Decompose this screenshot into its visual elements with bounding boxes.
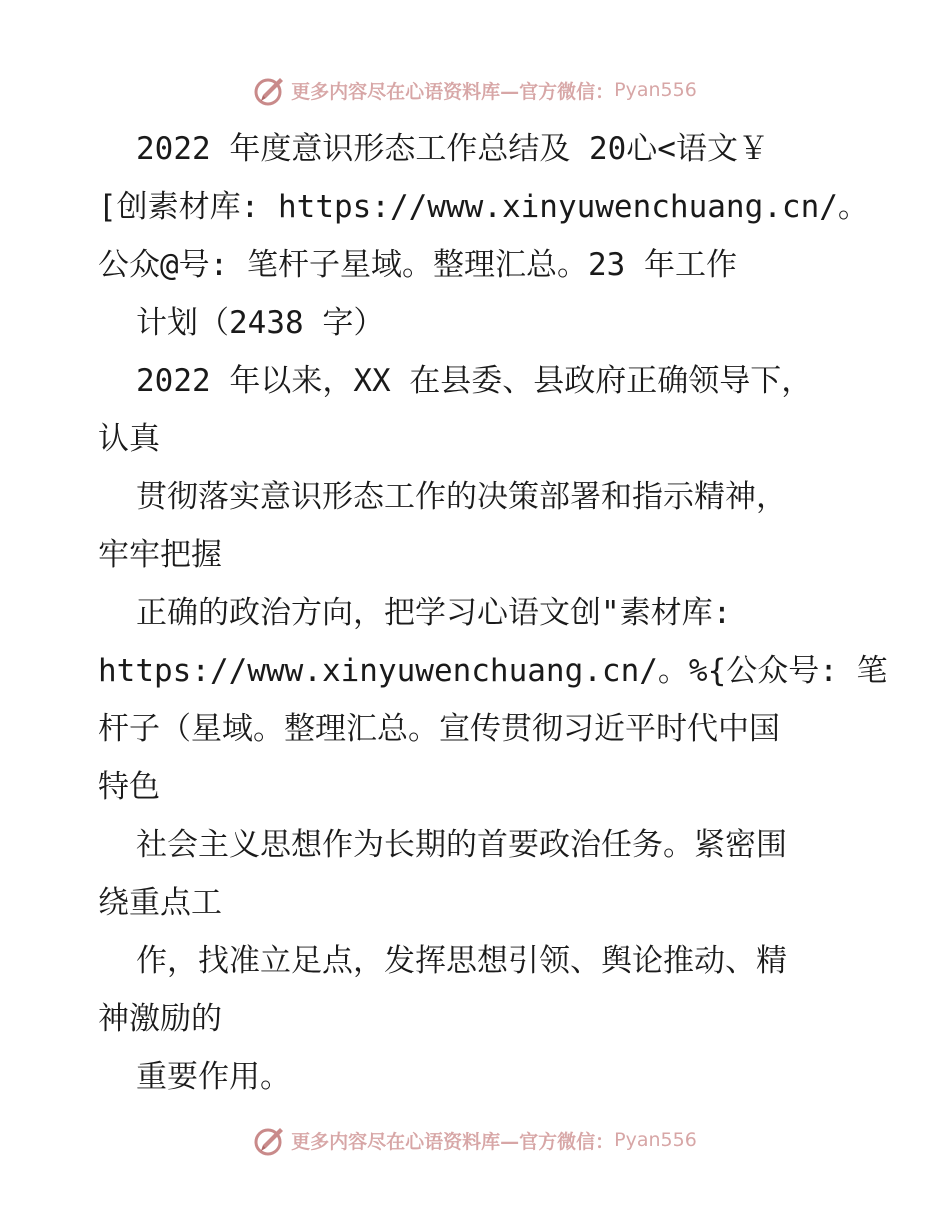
paragraph-line: 2022 年以来，XX 在县委、县政府正确领导下， xyxy=(136,363,813,399)
banner-wechat-id: Pyan556 xyxy=(614,79,697,101)
paragraph-line: 2022 年度意识形态工作总结及 20心<语文￥ xyxy=(136,131,769,167)
paragraph-line: 正确的政治方向，把学习心语文创"素材库: xyxy=(136,595,732,631)
paragraph-line: 贯彻落实意识形态工作的决策部署和指示精神， xyxy=(136,479,787,515)
quill-pen-logo-icon xyxy=(253,73,287,107)
document-body xyxy=(98,120,888,1106)
paragraph-line: 重要作用。 xyxy=(136,1059,291,1095)
paragraph-line: 社会主义思想作为长期的首要政治任务。紧密围 xyxy=(136,827,787,863)
paragraph-line: 认真 xyxy=(98,421,160,457)
banner-wechat-id: Pyan556 xyxy=(614,1129,697,1151)
banner-text: 更多内容尽在心语资料库—官方微信： xyxy=(291,1130,615,1153)
paragraph-line: 特色 xyxy=(98,769,160,805)
paragraph-line: 绕重点工 xyxy=(98,885,222,921)
banner-text: 更多内容尽在心语资料库—官方微信： xyxy=(291,80,615,103)
paragraph-line: 杆子（星域。整理汇总。宣传贯彻习近平时代中国 xyxy=(98,711,780,747)
paragraph-line: 神激励的 xyxy=(98,1001,222,1037)
paragraph-line: 牢牢把握 xyxy=(98,537,222,573)
footer-watermark-banner xyxy=(0,1120,950,1160)
paragraph-line: 公众@号: 笔杆子星域。整理汇总。23 年工作 xyxy=(98,247,737,283)
paragraph-line: 计划（2438 字） xyxy=(136,305,385,341)
paragraph-line: [创素材库: https://www.xinyuwenchuang.cn/。 xyxy=(98,189,869,225)
paragraph-line: 作，找准立足点，发挥思想引领、舆论推动、精 xyxy=(136,943,787,979)
quill-pen-logo-icon xyxy=(253,1123,287,1157)
paragraph-line: https://www.xinyuwenchuang.cn/。%{公众号: 笔 xyxy=(98,653,888,689)
header-watermark-banner xyxy=(0,70,950,110)
